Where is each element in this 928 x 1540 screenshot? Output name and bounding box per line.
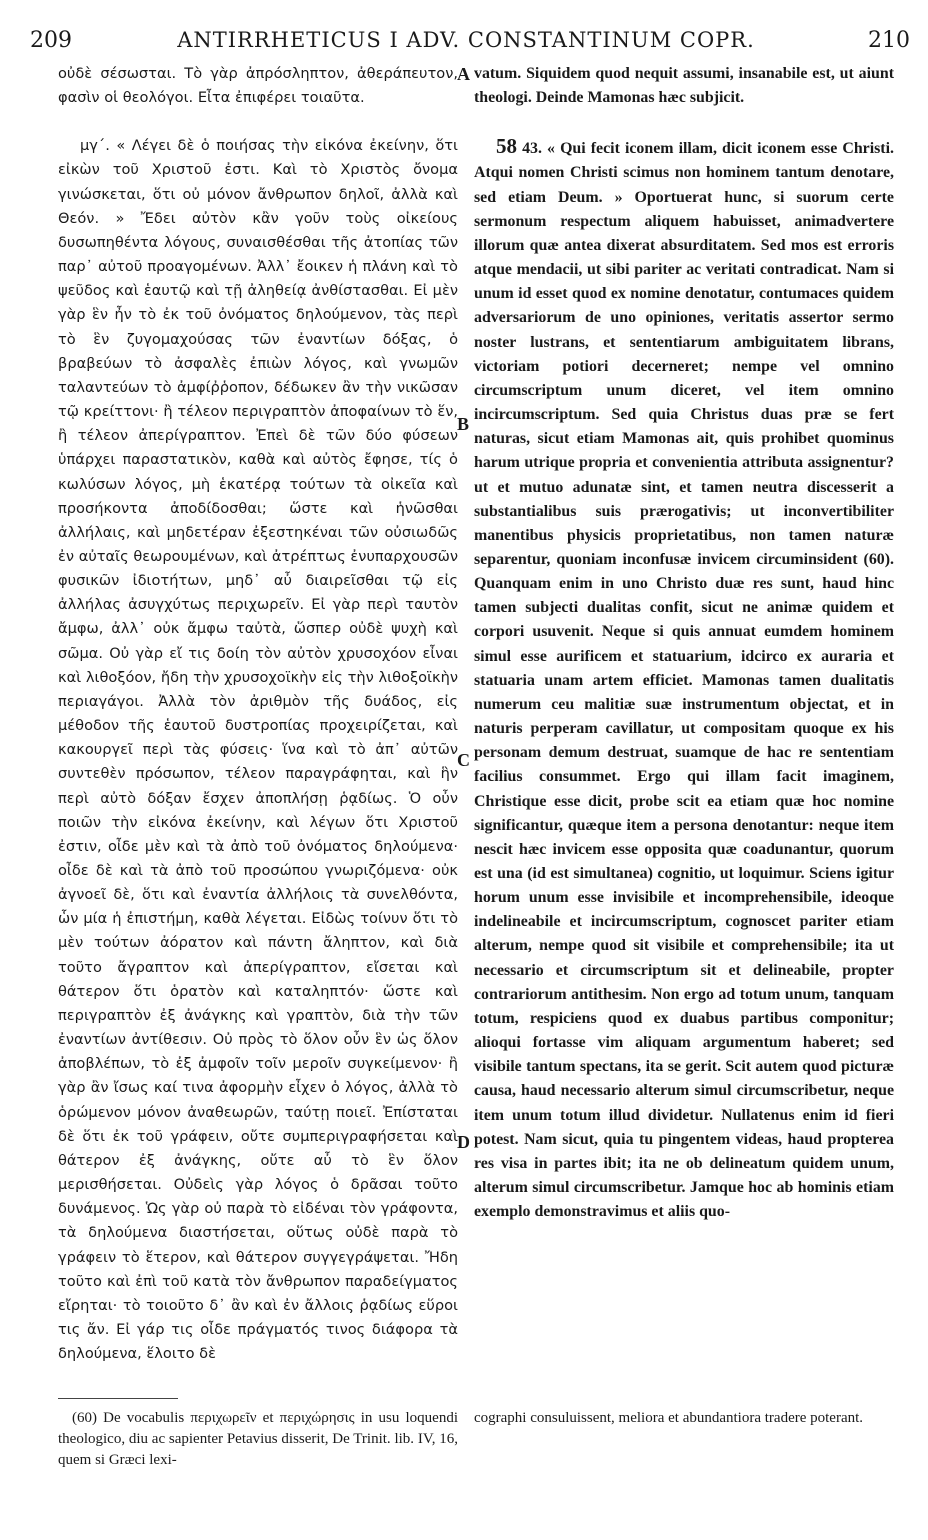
page-number-left: 209 [30,28,72,53]
margin-marker-c: C [457,750,470,770]
latin-paragraph-2-text: 43. « Qui fecit iconem illam, dicit iconem esse Christi. Atqui nomen Christi scimus non hominem tantum denotare, sed etiam Deum. » Oportuerat hunc, si suorum certe sermonum respectum aliquem habuisset, animadvertere illorum quæ antea dixerat absurditatem. Sed mos est erroris atque mendacii, ut sibi pariter ac veritati contradicat. Nam si unum id esset quod ex nomine denotatur, contumaces quidem adversariorum de uno opiniones, veritatis assertor sermo noster lustrans, et sententiarum ambiguitatem librans, victoriam potiori decerneret; nempe vel omnino circumscriptum unum diceret, vel item omnino incircumscriptum. Sed quia Christus duas præ se fert naturas, sicut etiam Mamonas ait, quis prohibet quominus harum utrique propria et convenientia attributa assignentur? ut et mutuo adunatæ sint, et tamen neutra discesserit a substantialibus suis prærogativis; ut inconvertibiliter manentibus physicis proprietatibus, non tamen naturæ separentur, quoniam inconfusæ invicem circuminsident (60). Quanquam enim in uno Christo duæ res sunt, haud hinc tamen subjecti dualitas confit, sicut ne animæ quidem et corpori usuvenit. Neque si quis annuat eumdem hominem simul esse aurificem et statuarium, idcirco ex auraria et statuaria unam artem efficiet. Mamonas tamen dualitatis numerum ceu malitiæ suæ instrumentum objectat, et in naturis perperam cavillatur, ut compositam quoque ex his personam demum destruat, suamque de hac re sententiam facilius consummet. Ergo qui illam facit imaginem, Christique esse dicit, probe scit ea etiam quæ hoc nomine significantur, quæque item a persona denotantur: neque item nescit hæc invicem esse opposita quæ coadunantur, quorum est una (id est simultanea) cognitio, ut loquimur. Sciens igitur horum unum esse invisibile et incomprehensibile, ideoque indelineabile et incircumscriptum, cognoscet pariter etiam alterum, nempe quod sit visibile et comprehensibile; ita ut necessario et circumscriptum sit et delineabile, propter contrariorum antithesim. Non ergo ad totum unum, tanquam totum, respiciens quod ex duabus partibus componitur; alioqui fortasse vim aliquam argumentum haberet; sed visibile tantum spectans, ita se gerit. Scit autem quod picturæ causa, haud necessario alterum simul circumscribetur, neque item unum totum illud dividetur. Nullatenus enim id fieri potest. Nam sicut, quia tu pingentem videas, haud propterea res visa in partes ibit; ita ne ob delineatum quidem unum, alterum simul circumscribetur. Jamque hoc ab hominis etiam exemplo demonstravimus et aliis quo- [474,140,894,1221]
running-title: ANTIRRHETICUS I ADV. CONSTANTINUM COPR. [177,28,755,52]
greek-paragraph-2: μγ΄. « Λέγει δὲ ὁ ποιήσας τὴν εἰκόνα ἐκείνην, ὅτι εἰκὼν τοῦ Χριστοῦ ἐστι. Καὶ τὸ Χριστὸς ὄνομα γινώσκεται, ὅτι οὐ μόνον ἄνθρωπον δηλοῖ, ἀλλὰ καὶ Θεόν. » Ἔδει αὐτὸν κἂν γοῦν τοὺς οἰκείους δυσωπηθέντα λόγους, συναισθέσθαι τῆς ἀτοπίας τῶν παρ᾽ αὐτοῦ προαγομένων. Ἀλλ᾽ ἔοικεν ἡ πλάνη καὶ τὸ ψεῦδος καὶ ἑαυτῷ καὶ τῇ ἀληθείᾳ ἀνθίστασθαι. Εἰ μὲν γὰρ ἓν ἦν τὸ ἐκ τοῦ ὀνόματος δηλούμενον, τὰς περὶ τὸ ἓν ζυγομαχούσας τῶν ἐναντίων δόξας, ὁ βραβεύων τὸ ἀσφαλὲς ἐπιὼν λόγος, καὶ γνωμῶν ταλαντεύων τὸ ἀμφίῤῥοπον, δέδωκεν ἂν τὴν νικῶσαν τῷ κρείττονι· ἢ τέλεον περιγραπτὸν ἀποφαίνων τὸ ἕν, ἢ τέλεον ἀπερίγραπτον. Ἐπεὶ δὲ τῶν δύο φύσεων ὑπάρχει παραστατικὸν, καθὰ καὶ αὐτὸς ἔφησε, τίς ὁ κωλύσων λόγος, μὴ ἑκατέρᾳ τούτων τὰ οἰκεῖα καὶ προσήκοντα ἀποδίδοσθαι; ὥστε καὶ ἡνῶσθαι ἀλλήλαις, καὶ μηδετέραν ἐξεστηκέναι τῶν οὐσιωδῶς ἐν αὐταῖς θεωρουμένων, καὶ ἀτρέπτως ἐνυπαρχουσῶν φυσικῶν ἰδιοτήτων, μηδ᾽ αὖ διαιρεῖσθαι τῷ εἰς ἀλλήλας ἀσυγχύτως περιχωρεῖν. Εἰ γὰρ περὶ ταυτὸν ἄμφω, ἀλλ᾽ οὐκ ἄμφω ταὐτὰ, ὥσπερ οὐδὲ ψυχὴ καὶ σῶμα. Οὐ γὰρ εἴ τις δοίη τὸν αὐτὸν χρυσοχόον εἶναι καὶ λιθοξόον, ἤδη τὴν χρυσοχοϊκὴν εἰς τὴν λιθοξοϊκὴν περιαγάγοι. Ἀλλὰ τὸν ἀριθμὸν τῆς δυάδος, εἰς μέθοδον τῆς ἑαυτοῦ δυστροπίας προχειρίζεται, καὶ κακουργεῖ περὶ τὰς φύσεις· ἵνα καὶ τὸ ἀπ᾽ αὐτῶν συντεθὲν πρόσωπον, τέλεον παραγράφηται, καὶ ἣν περὶ αὐτὸ δόξαν ἔσχεν ἀποπλήσῃ ῥᾳδίως. Ὁ οὖν ποιῶν τὴν εἰκόνα ἐκείνην, καὶ λέγων ὅτι Χριστοῦ ἐστιν, οἶδε μὲν καὶ τὰ ἀπὸ τοῦ ὀνόματος δηλούμενα· οἶδε δὲ καὶ τὰ ἀπὸ τοῦ προσώπου γνωριζόμενα· οὐκ ἀγνοεῖ δὲ, ὅτι καὶ ἐναντία ἀλλήλοις τὰ συνελθόντα, ὧν μία ἡ ἐπιστήμη, καθὰ λέγεται. Εἰδὼς τοίνυν ὅτι τὸ μὲν τούτων ἀόρατον καὶ πάντη ἄληπτον, καὶ διὰ τοῦτο ἄγραπτον καὶ ἀπερίγραπτον, εἴσεται καὶ θάτερον ὅτι ὁρατὸν καὶ καταληπτόν· ὥστε καὶ περιγραπτὸν ἐξ ἀνάγκης καὶ γραπτὸν, διὰ τὴν τῶν ἐναντίων ἀντίθεσιν. Οὐ πρὸς τὸ ὅλον οὖν ἓν ὡς ὅλον ἀποβλέπων, τὸ ἐξ ἀμφοῖν τοῖν μεροῖν συγκείμενον· ἢ γὰρ ἂν ἴσως καί τινα ἀφορμὴν εἶχεν ὁ λόγος, ἀλλὰ τὸ ὁρώμενον μόνον ἀναθεωρῶν, ταύτῃ ποιεῖ. Ἐπίσταται δὲ ὅτι ἐκ τοῦ γράφειν, οὔτε συμπεριγραφήσεται καὶ θάτερον ἐξ ἀνάγκης, οὔτε αὖ τὸ ἓν ὅλον μερισθήσεται. Οὐδεὶς γὰρ λόγος ὁ δρᾶσαι τοῦτο δυνάμενος. Ὡς γὰρ οὐ παρὰ τὸ εἰδέναι τὸν γράφοντα, τὰ δηλούμενα διαστήσεται, οὕτως οὐδὲ παρὰ τὸ γράφειν τὸ ἕτερον, καὶ θάτερον συγγεγράψεται. Ἤδη τοῦτο καὶ ἐπὶ τοῦ κατὰ τὸν ἄνθρωπον παραδείγματος εἴρηται· τὸ τοιοῦτο δ᾽ ἂν καὶ ἐν ἄλλοις ῥᾳδίως εὕροι τις ἄν. Εἰ γάρ τις οἶδε πράγματός τινος διάφορα τὰ δηλούμενα, ἕλοιτο δὲ [58,137,458,1363]
page-header [22,28,910,58]
section-number: 58 [496,134,517,159]
greek-column [58,62,458,1366]
footnote-right: cographi consuluissent, meliora et abundantiora tradere poterant. [474,1410,864,1426]
margin-marker-d: D [457,1132,470,1152]
footnote-left: (60) De vocabulis περιχωρεῖν et περιχώρησις in usu loquendi theologico, diu ac sapienter Petavius disserit, De Trinit. lib. IV, 16, quem si Græci lexi- [58,1410,458,1468]
footnote-rule [58,1398,178,1399]
greek-paragraph-1: οὐδὲ σέσωσται. Τὸ γὰρ ἀπρόσληπτον, ἀθεράπευτον, φασὶν οἱ θεολόγοι. Εἶτα ἐπιφέρει τοιαῦτα. [58,65,458,107]
latin-column [474,62,894,1224]
page-number-right: 210 [868,28,910,53]
latin-paragraph-2 [474,134,894,1224]
latin-paragraph-1: vatum. Siquidem quod nequit assumi, insanabile est, ut aiunt theologi. Deinde Mamonas hæc subjicit. [474,65,894,107]
margin-marker-b: B [457,414,470,434]
margin-marker-a: A [457,64,470,84]
